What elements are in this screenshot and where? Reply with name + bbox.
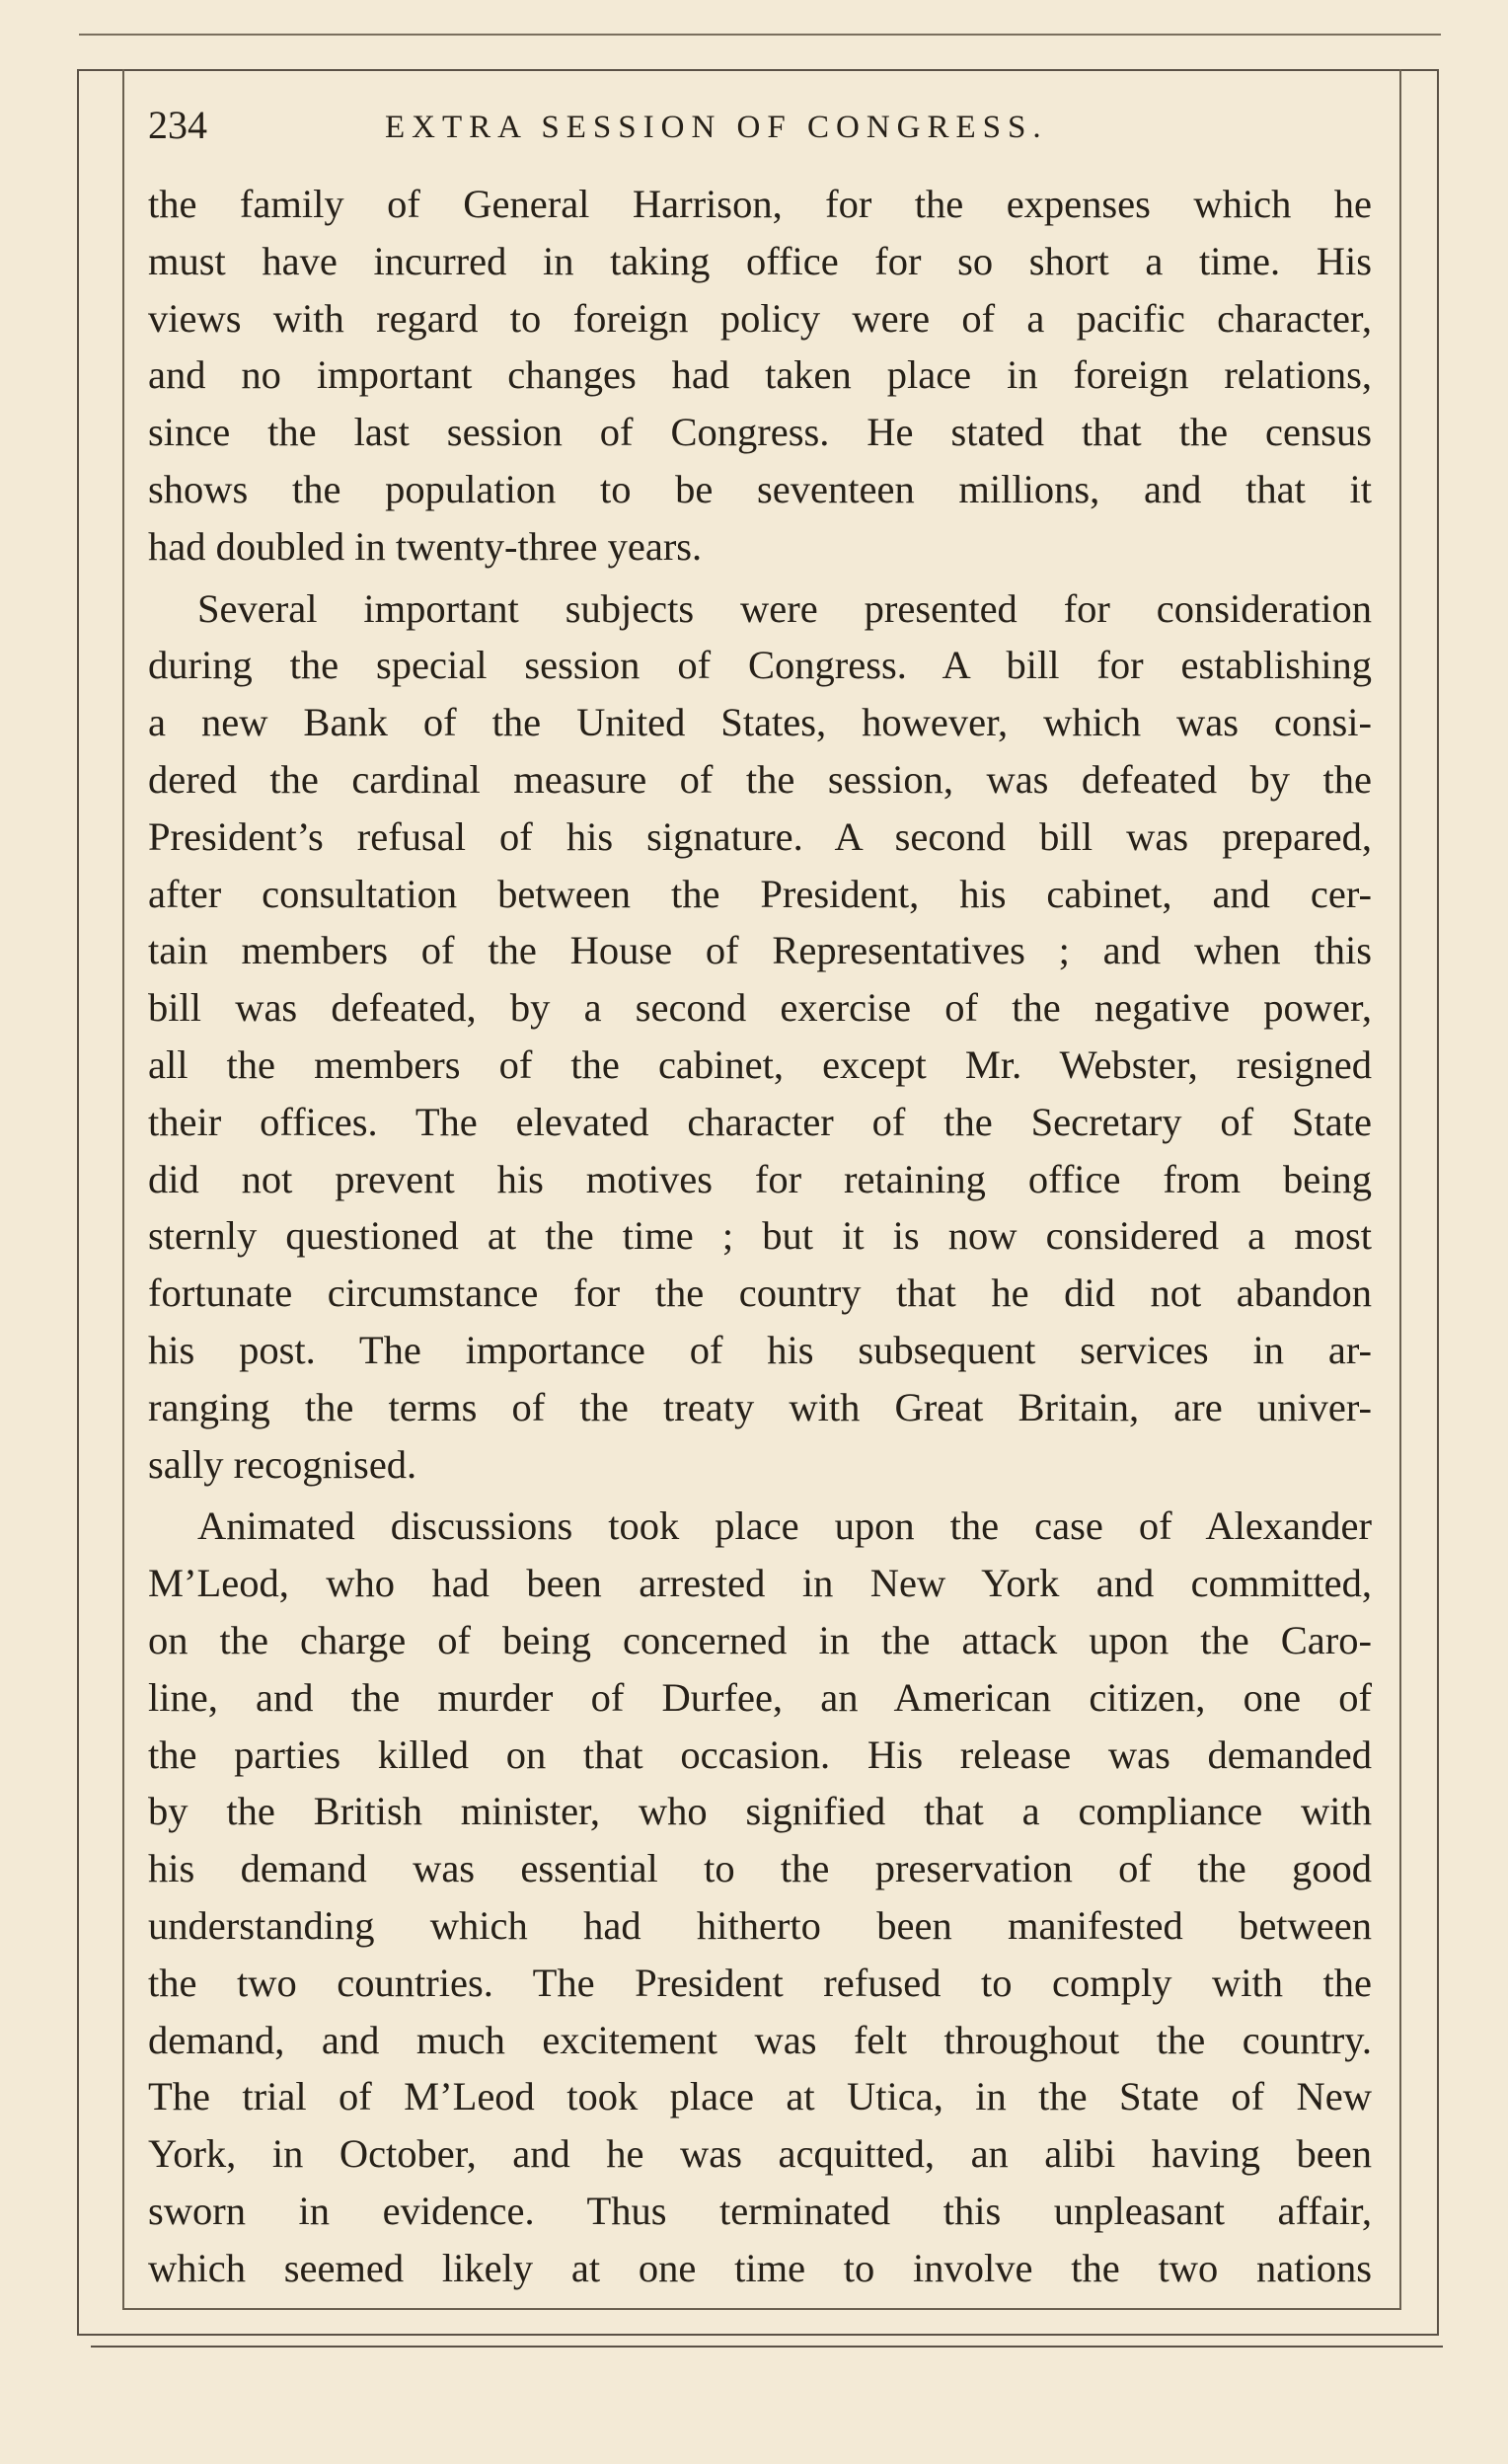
text-line: on the charge of being concerned in the attack upon the Caro-	[148, 1617, 1372, 1662]
text-line: sworn in evidence. Thus terminated this unpleasant affair,	[148, 2188, 1372, 2233]
text-line: Several important subjects were presented for consideration	[197, 585, 1372, 631]
text-line: President’s refusal of his signature. A second bill was prepared,	[148, 813, 1372, 859]
text-line: which seemed likely at one time to involve the two nations	[148, 2245, 1372, 2290]
paragraph	[148, 176, 1372, 576]
text-line: had doubled in twenty-three years.	[148, 523, 703, 569]
page-edge-rule	[79, 34, 1441, 36]
running-head	[148, 101, 1372, 150]
text-line: tain members of the House of Representatives ; and when this	[148, 928, 1372, 973]
text-line: the parties killed on that occasion. His release was demanded	[148, 1732, 1372, 1777]
text-line: Animated discussions took place upon the case of Alexander	[197, 1503, 1372, 1549]
text-line: understanding which had hitherto been manifested between	[148, 1902, 1372, 1948]
running-title: EXTRA SESSION OF CONGRESS.	[385, 110, 1048, 145]
text-line: demand, and much excitement was felt throughout the country.	[148, 2017, 1372, 2062]
body-text	[148, 176, 1372, 2296]
text-line: sternly questioned at the time ; but it is now considered a most	[148, 1213, 1372, 1259]
text-line: York, in October, and he was acquitted, an alibi having been	[148, 2131, 1372, 2177]
bottom-rule	[91, 2346, 1443, 2348]
text-line: since the last session of Congress. He stated that the census	[148, 410, 1372, 455]
text-line: all the members of the cabinet, except Mr. Webster, resigned	[148, 1041, 1372, 1087]
text-line: his post. The importance of his subsequent services in ar-	[148, 1327, 1372, 1372]
text-line: views with regard to foreign policy were of a pacific character,	[148, 295, 1372, 341]
text-line: a new Bank of the United States, however, which was consi-	[148, 700, 1372, 745]
text-line: must have incurred in taking office for so short a time. His	[148, 238, 1372, 283]
text-line: his demand was essential to the preservation of the good	[148, 1846, 1372, 1891]
text-line: shows the population to be seventeen millions, and that it	[148, 466, 1372, 511]
text-line: bill was defeated, by a second exercise of the negative power,	[148, 985, 1372, 1031]
text-line: dered the cardinal measure of the session, was defeated by the	[148, 756, 1372, 802]
paragraph	[148, 1498, 1372, 2296]
text-line: and no important changes had taken place in foreign relations,	[148, 352, 1372, 398]
text-line: did not prevent his motives for retaining office from being	[148, 1156, 1372, 1201]
text-line: after consultation between the President, his cabinet, and cer-	[148, 871, 1372, 916]
text-line: sally recognised.	[148, 1441, 417, 1487]
text-line: the family of General Harrison, for the expenses which he	[148, 182, 1372, 226]
text-line: the two countries. The President refused to comply with the	[148, 1960, 1372, 2005]
text-line: during the special session of Congress. A bill for establishing	[148, 643, 1372, 688]
text-line: by the British minister, who signified that a compliance with	[148, 1789, 1372, 1834]
page-number: 234	[148, 103, 207, 147]
text-line: M’Leod, who had been arrested in New York and committed,	[148, 1561, 1372, 1606]
text-line: line, and the murder of Durfee, an American citizen, one of	[148, 1674, 1372, 1720]
text-line: fortunate circumstance for the country that he did not abandon	[148, 1270, 1372, 1316]
text-line: their offices. The elevated character of the Secretary of State	[148, 1099, 1372, 1144]
text-line: The trial of M’Leod took place at Utica, in the State of New	[148, 2074, 1372, 2119]
paragraph	[148, 580, 1372, 1494]
text-line: ranging the terms of the treaty with Great Britain, are univer-	[148, 1384, 1372, 1429]
